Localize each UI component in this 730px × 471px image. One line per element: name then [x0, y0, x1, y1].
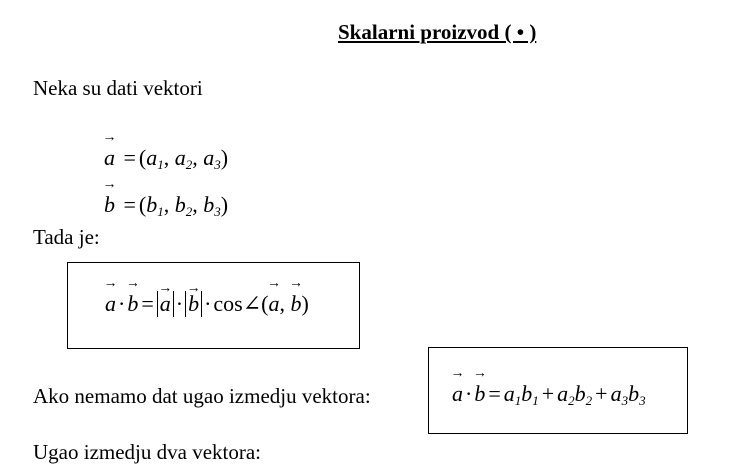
page-title: Skalarni proizvod ( • ) — [338, 20, 537, 44]
dot-product-coordinates-formula: → $a\cdot\to b = a_1b_1 + a_2b_2 + a_3b_3$ — [452, 381, 646, 409]
vector-a-definition: → $a = (a_1$, $a_2$, $a_3$) — [104, 145, 228, 173]
vector-b-definition: → $b = (b_1$, $b_2$, $b_3$) — [104, 192, 228, 220]
vector-b-symbol: → b — [104, 192, 115, 218]
vector-a-symbol: → a — [104, 145, 115, 171]
no-angle-label: Ako nemamo dat ugao izmedju vektora: — [33, 384, 371, 408]
dot-product-definition-formula: → a·→ b =→ a ·→ b ·cos∠(→ a, → b) — [105, 291, 309, 317]
angle-between-vectors-label: Ugao izmedju dva vektora: — [33, 440, 262, 464]
then-label: Tada je: — [33, 225, 100, 249]
intro-text: Neka su dati vektori — [33, 76, 203, 100]
